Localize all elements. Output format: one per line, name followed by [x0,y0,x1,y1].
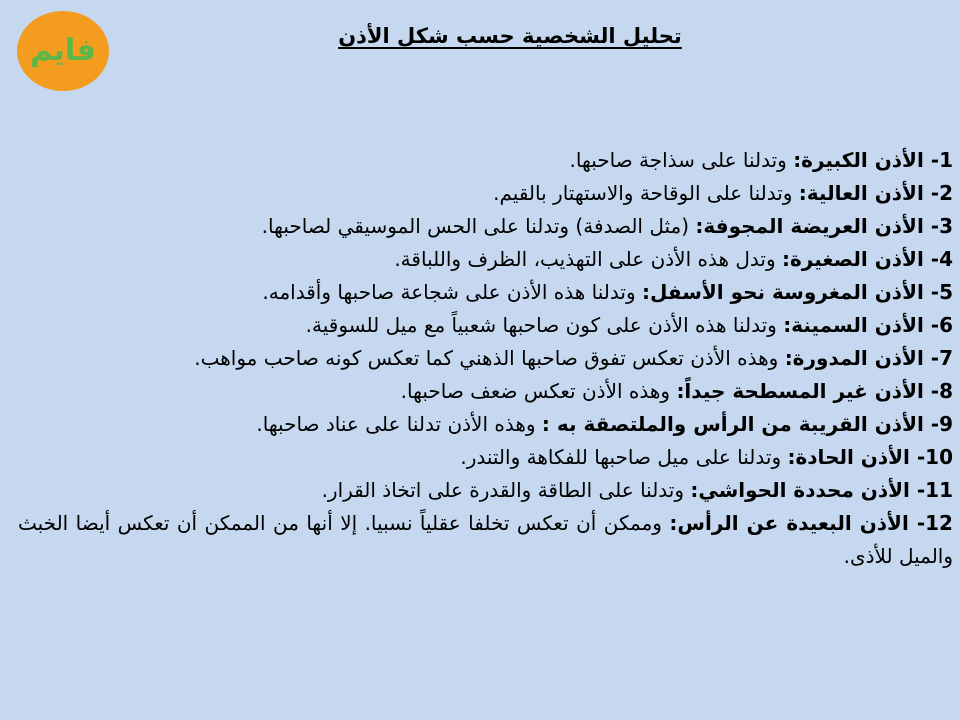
list-item [18,375,953,408]
item-term: 9- الأذن القريبة من الرأس والملتصقة به : [541,412,953,436]
item-description: وتدلنا على الوقاحة والاستهتار بالقيم. [493,181,799,205]
list-item [18,342,953,375]
item-description: وتدل هذه الأذن على التهذيب، الظرف واللباقة. [394,247,782,271]
list-item [18,177,953,210]
list-item [18,144,953,177]
item-term: 8- الأذن غير المسطحة جيداً: [676,379,953,403]
list-item [18,507,953,573]
item-term: 6- الأذن السمينة: [783,313,953,337]
list-item [18,474,953,507]
list-item [18,441,953,474]
item-term: 3- الأذن العريضة المجوفة: [695,214,953,238]
item-term: 5- الأذن المغروسة نحو الأسفل: [641,280,953,304]
item-description: (مثل الصدفة) وتدلنا على الحس الموسيقي لصاحبها. [261,214,696,238]
item-term: 10- الأذن الحادة: [787,445,953,469]
item-description: وهذه الأذن تعكس ضعف صاحبها. [400,379,677,403]
item-description: وممكن أن تعكس تخلفا عقلياً نسبيا. إلا أنها من الممكن أن تعكس أيضا الخبث والميل للأذى. [18,511,953,568]
page-title: تحليل الشخصية حسب شكل الأذن [338,24,682,48]
ear-shape-list [18,144,953,573]
item-term: 2- الأذن العالية: [798,181,953,205]
list-item [18,408,953,441]
faim-logo [17,11,109,91]
item-description: وتدلنا هذه الأذن على شجاعة صاحبها وأقدامه. [262,280,642,304]
item-term: 4- الأذن الصغيرة: [781,247,953,271]
item-description: وتدلنا على سذاجة صاحبها. [569,148,794,172]
item-description: وتدلنا على الطاقة والقدرة على اتخاذ القرار. [321,478,691,502]
list-item [18,309,953,342]
item-description: وتدلنا هذه الأذن على كون صاحبها شعبياً مع ميل للسوقية. [305,313,784,337]
item-term: 12- الأذن البعيدة عن الرأس: [669,511,953,535]
item-description: وهذه الأذن تدلنا على عناد صاحبها. [256,412,542,436]
logo-text: فايم [30,33,96,68]
list-item [18,243,953,276]
list-item [18,276,953,309]
item-description: وهذه الأذن تعكس تفوق صاحبها الذهني كما تعكس كونه صاحب مواهب. [194,346,785,370]
item-term: 11- الأذن محددة الحواشي: [690,478,953,502]
item-term: 1- الأذن الكبيرة: [793,148,953,172]
item-description: وتدلنا على ميل صاحبها للفكاهة والتندر. [460,445,788,469]
item-term: 7- الأذن المدورة: [784,346,953,370]
list-item [18,210,953,243]
